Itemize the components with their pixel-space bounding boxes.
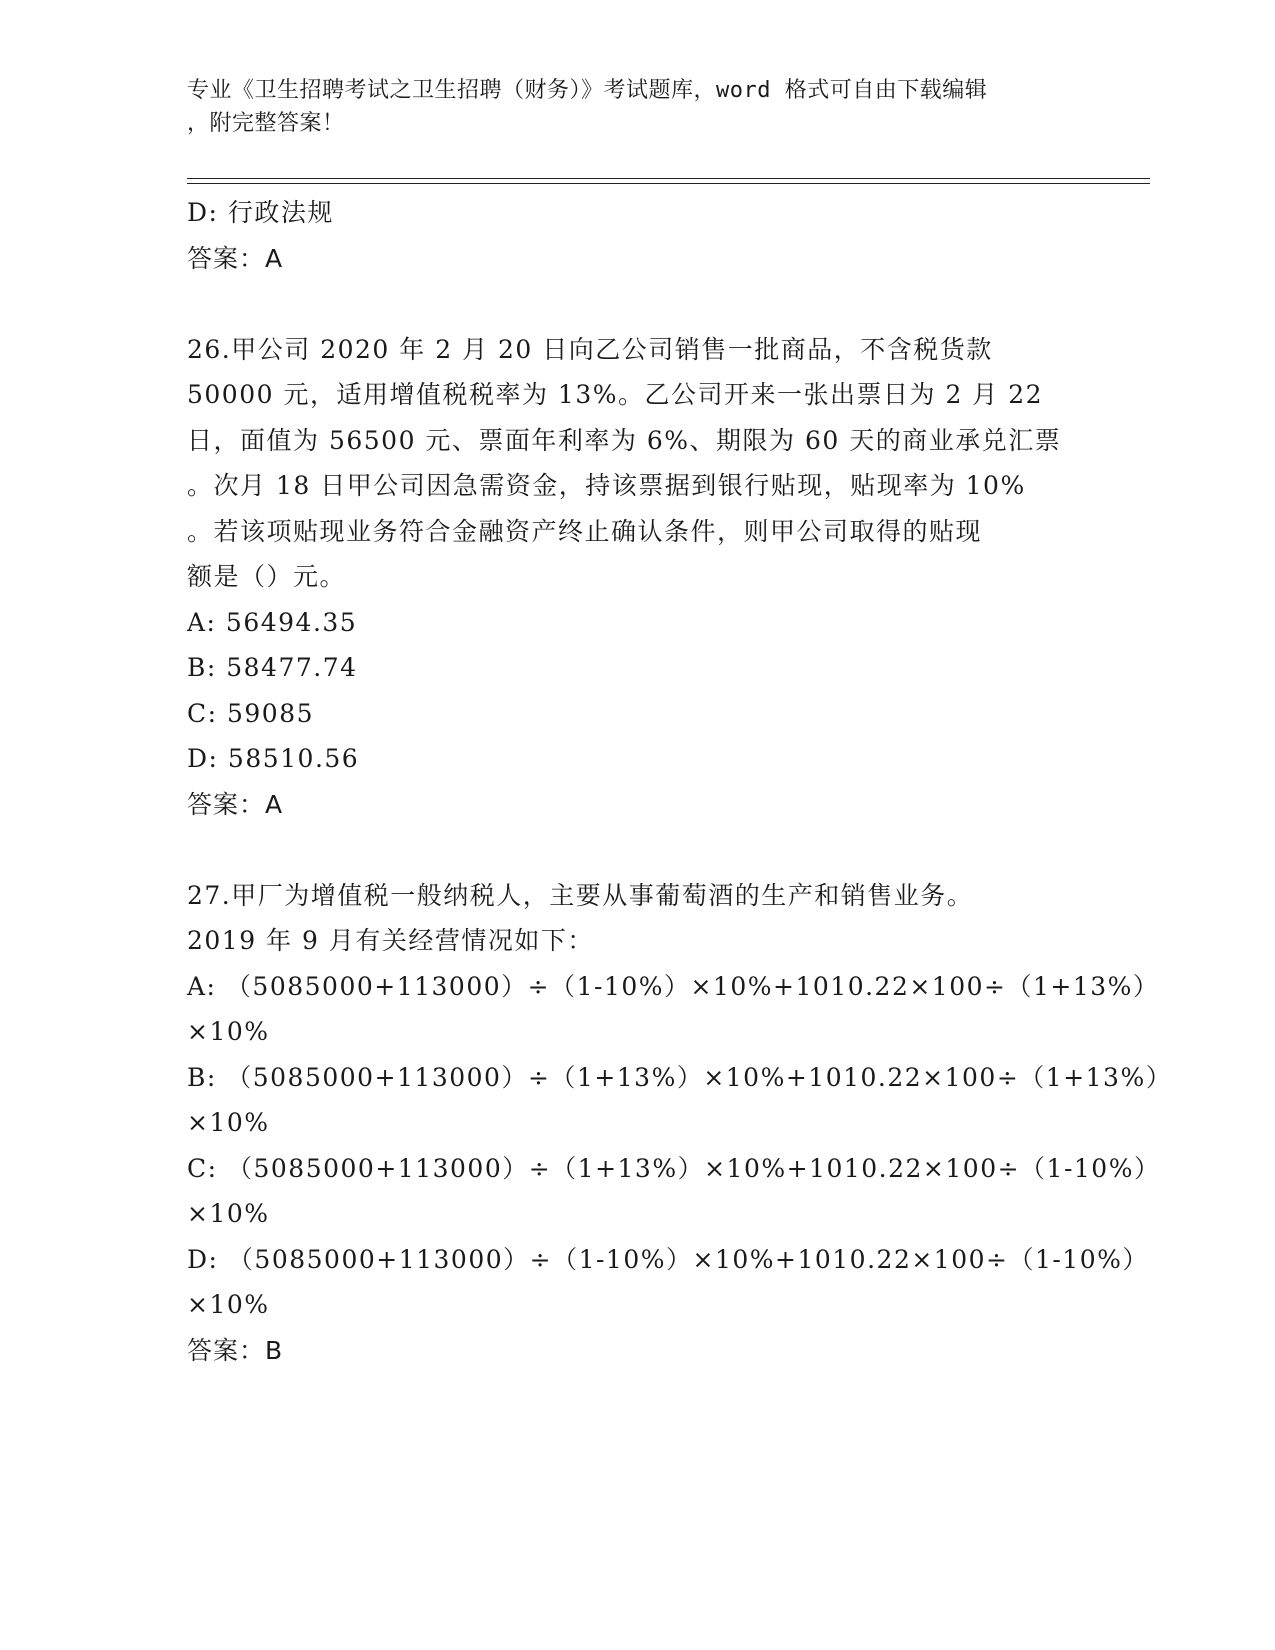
- header-line-2: ，附完整答案！: [187, 111, 345, 136]
- prev-answer: 答案：A: [187, 243, 284, 273]
- question-26-line: 日，面值为 56500 元、票面年利率为 6%、期限为 60 天的商业承兑汇票: [187, 425, 1062, 455]
- question-26-line: 50000 元，适用增值税税率为 13%。乙公司开来一张出票日为 2 月 22: [187, 380, 1044, 409]
- question-27: [187, 873, 1173, 1374]
- question-26-option-a: A: 56494.35: [187, 607, 358, 637]
- question-27-answer: 答案：B: [187, 1335, 284, 1365]
- question-26-option-d: D: 58510.56: [187, 744, 360, 773]
- question-27-line: 2019 年 9 月有关经营情况如下：: [187, 926, 594, 955]
- question-27-option-a: A: （5085000+113000）÷（1-10%）×10%+1010.22×100÷（1+13%）: [187, 971, 1160, 1001]
- question-27-option-b: B: （5085000+113000）÷（1+13%）×10%+1010.22×100÷（1+13%）: [187, 1062, 1173, 1092]
- spacer: [187, 281, 1087, 327]
- question-27-option-c: C: （5085000+113000）÷（1+13%）×10%+1010.22×100÷（1-10%）: [187, 1153, 1161, 1183]
- question-26-option-b: B: 58477.74: [187, 653, 358, 682]
- prev-option-d: D: 行政法规: [187, 198, 334, 227]
- question-26-option-c: C: 59085: [187, 698, 315, 728]
- question-26: [187, 327, 1087, 828]
- question-27-option-a-cont: ×10%: [187, 1017, 270, 1046]
- document-header: [187, 74, 1087, 140]
- question-27-option-c-cont: ×10%: [187, 1199, 270, 1228]
- header-divider-top: [187, 178, 1150, 179]
- header-divider-bottom: [187, 183, 1150, 184]
- question-27-option-b-cont: ×10%: [187, 1108, 270, 1137]
- question-26-line: 额是（）元。: [187, 562, 347, 591]
- header-line-1: 专业《卫生招聘考试之卫生招聘（财务）》考试题库，word 格式可自由下载编辑: [187, 78, 988, 103]
- question-27-option-d: D: （5085000+113000）÷（1-10%）×10%+1010.22×100÷（1-10%）: [187, 1244, 1149, 1274]
- question-26-line: 26.甲公司 2020 年 2 月 20 日向乙公司销售一批商品，不含税货款: [187, 334, 993, 364]
- document-body: [187, 190, 1173, 1373]
- question-27-line: 27.甲厂为增值税一般纳税人，主要从事葡萄酒的生产和销售业务。: [187, 880, 974, 910]
- question-26-answer: 答案：A: [187, 789, 284, 819]
- spacer: [187, 827, 1087, 873]
- question-26-line: 。若该项贴现业务符合金融资产终止确认条件，则甲公司取得的贴现: [187, 516, 983, 546]
- question-26-line: 。次月 18 日甲公司因急需资金，持该票据到银行贴现，贴现率为 10%: [187, 471, 1026, 500]
- question-27-option-d-cont: ×10%: [187, 1290, 270, 1319]
